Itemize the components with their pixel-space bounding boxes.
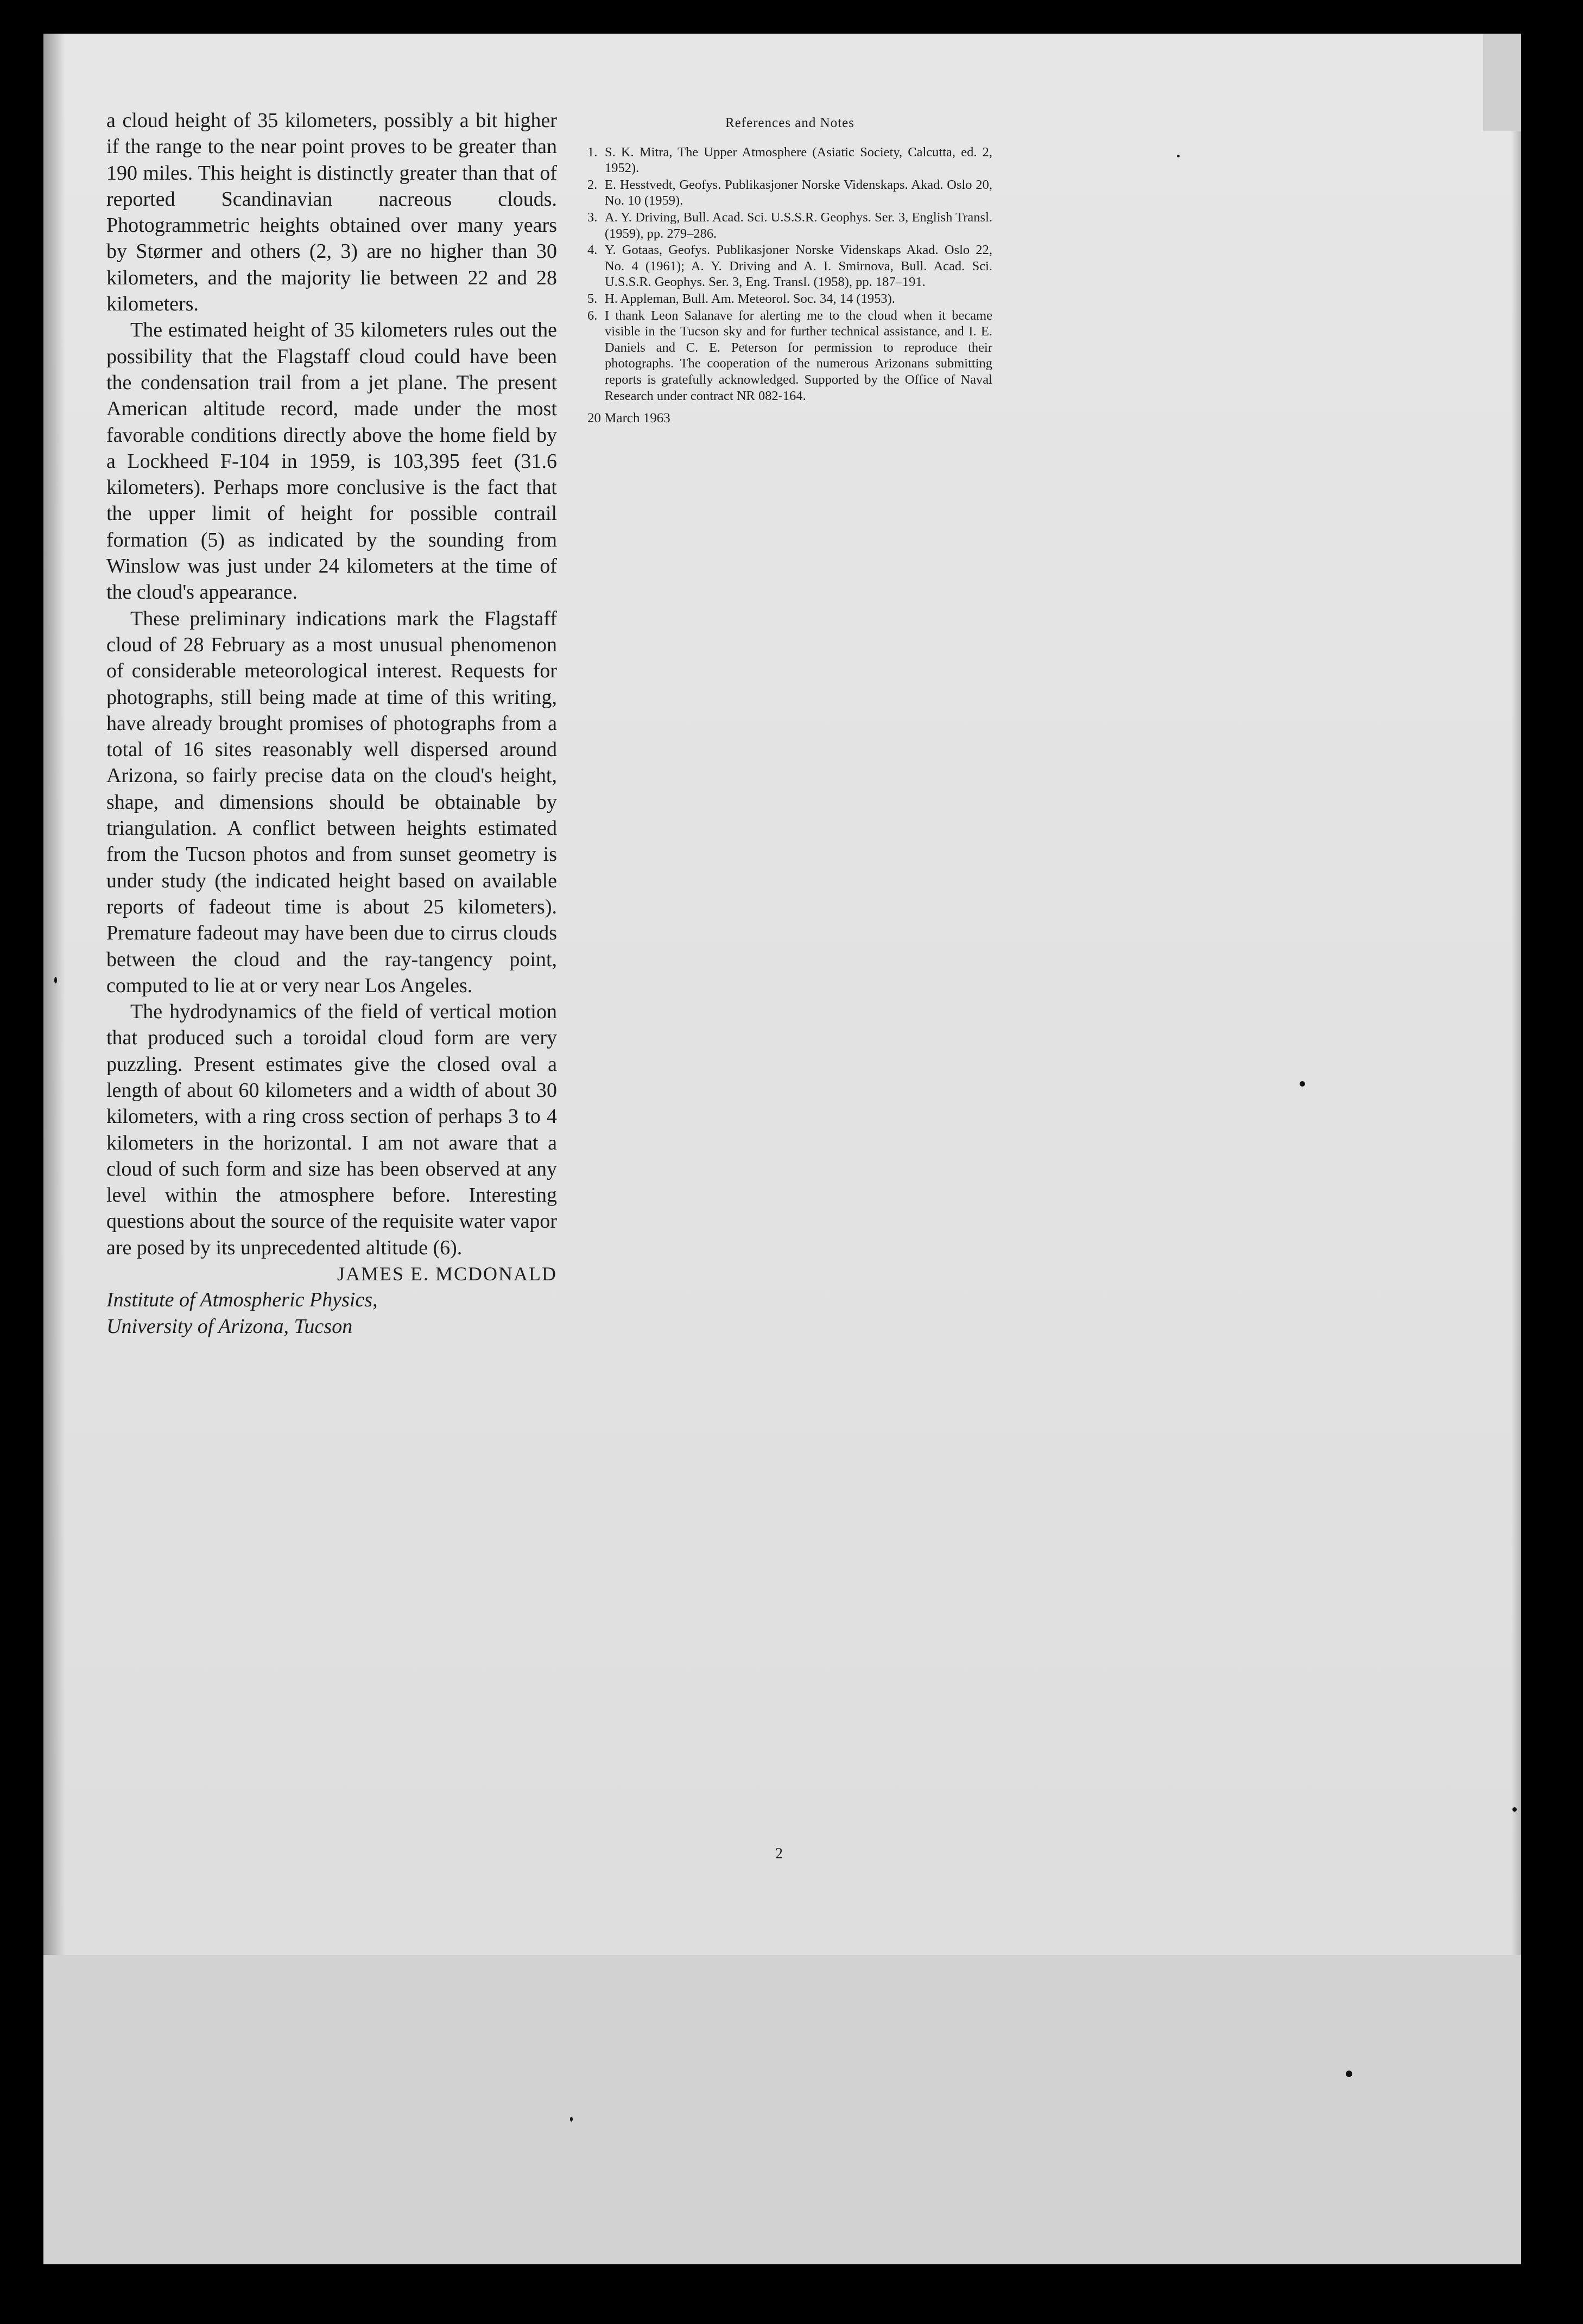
author-affiliation-line-1: Institute of Atmospheric Physics, (106, 1288, 378, 1312)
author-name: JAMES E. MCDONALD (337, 1263, 557, 1285)
author-affiliation-line-2: University of Arizona, Tucson (106, 1315, 353, 1338)
reference-item (587, 209, 992, 242)
reference-number: 5. (587, 291, 598, 306)
references-column (587, 115, 992, 427)
references-heading: References and Notes (725, 116, 854, 130)
dust-speck (54, 977, 57, 983)
sheet-left-shadow (43, 34, 65, 2264)
article-paragraph-2: The estimated height of 35 kilometers rules out the possibility that the Flagstaff cloud could have been the condensation trail from a jet plane. The present American altitude record, made under the most favorable conditions directly above the home field by a Lockheed F-104 in 1959, is 103,395 feet (31.6 kilometers). Perhaps more conclusive is the fact that the upper limit of height for possible contrail formation (5) as indicated by the sounding from Winslow was just under 24 kilometers at the time of the cloud's appearance. (106, 319, 557, 604)
page-number: 2 (775, 1845, 783, 1862)
sheet-lower-band (43, 1955, 1521, 2264)
dust-speck (1300, 1081, 1305, 1087)
article-column (106, 107, 557, 1339)
reference-text: S. K. Mitra, The Upper Atmosphere (Asiatic Society, Calcutta, ed. 2, 1952). (605, 144, 992, 176)
dust-speck (570, 2117, 573, 2122)
sheet-corner-strip (1483, 34, 1521, 131)
reference-item (587, 144, 992, 176)
reference-number: 1. (587, 144, 598, 160)
sheet-right-edge (1511, 34, 1521, 2264)
reference-item (587, 177, 992, 209)
reference-text: Y. Gotaas, Geofys. Publikasjoner Norske Videnskaps Akad. Oslo 22, No. 4 (1961); A. Y. Driving and A. I. Smirnova, Bull. Acad. Sci. U.S.S.R. Geophys. Ser. 3, Eng. Transl. (1958), pp. 187–191. (605, 243, 992, 290)
article-paragraph-4: The hydrodynamics of the field of vertical motion that produced such a toroidal cloud form are very puzzling. Present estimates give the closed oval a length of about 60 kilometers and a width of about 30 kilometers, with a ring cross section of perhaps 3 to 4 kilometers in the horizontal. I am not aware that a cloud of such form and size has been observed at any level within the atmosphere before. Interesting questions about the source of the requisite water vapor are posed by its unprecedented altitude (6). (106, 1000, 557, 1259)
reference-text: A. Y. Driving, Bull. Acad. Sci. U.S.S.R. Geophys. Ser. 3, English Transl. (1959), pp. 279–286. (605, 209, 992, 241)
dust-speck (1512, 1807, 1517, 1812)
article-paragraph-3: These preliminary indications mark the Flagstaff cloud of 28 February as a most unusual phenomenon of considerable meteorological interest. Requests for photographs, still being made at time of this writing, have already brought promises of photographs from a total of 16 sites reasonably well dispersed around Arizona, so fairly precise data on the cloud's height, shape, and dimensions should be obtainable by triangulation. A conflict between heights estimated from the Tucson photos and from sunset geometry is under study (the indicated height based on available reports of fadeout time is about 25 kilometers). Premature fadeout may have been due to cirrus clouds between the cloud and the ray-tangency point, computed to lie at or very near Los Angeles. (106, 607, 557, 997)
dust-speck (1177, 155, 1180, 157)
reference-item (587, 308, 992, 404)
submission-date: 20 March 1963 (587, 411, 670, 426)
article-paragraph-1: a cloud height of 35 kilometers, possibly a bit higher if the range to the near point proves to be greater than 190 miles. This height is distinctly greater than that of reported Scandinavian nacreous clouds. Photogrammetric heights obtained over many years by Størmer and others (2, 3) are no higher than 30 kilometers, and the majority lie between 22 and 28 kilometers. (106, 109, 557, 316)
reference-number: 6. (587, 308, 598, 323)
dust-speck (1346, 2071, 1352, 2077)
reference-text: I thank Leon Salanave for alerting me to the cloud when it became visible in the Tucson sky and for further technical assistance, and I. E. Daniels and C. E. Peterson for permission to reproduce their photographs. The cooperation of the numerous Arizonans submitting reports is gratefully acknowledged. Supported by the Office of Naval Research under contract NR 082-164. (605, 308, 992, 403)
reference-text: E. Hesstvedt, Geofys. Publikasjoner Norske Videnskaps. Akad. Oslo 20, No. 10 (1959). (605, 177, 992, 208)
reference-number: 3. (587, 209, 598, 225)
reference-number: 4. (587, 243, 598, 258)
reference-text: H. Appleman, Bull. Am. Meteorol. Soc. 34, 14 (1953). (605, 291, 895, 306)
reference-number: 2. (587, 177, 598, 192)
reference-item (587, 291, 992, 307)
reference-item (587, 242, 992, 290)
